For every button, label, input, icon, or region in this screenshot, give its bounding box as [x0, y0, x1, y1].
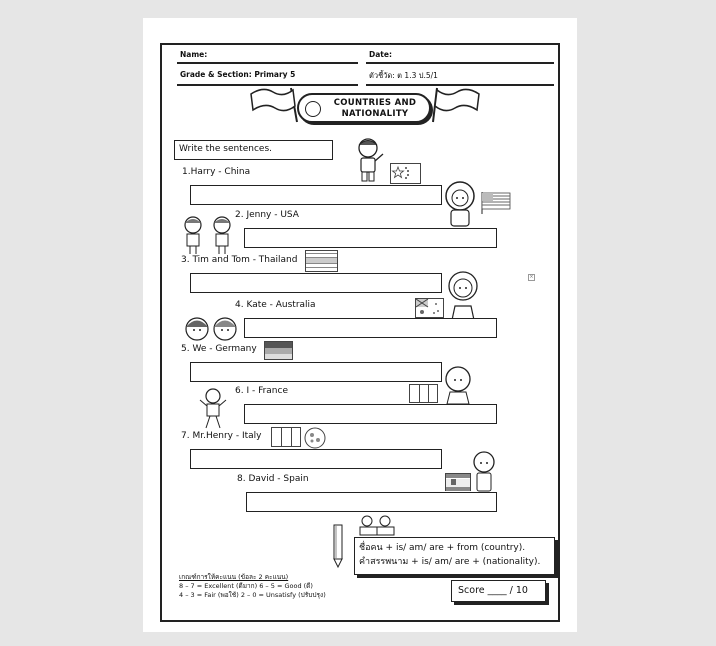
- criteria-line-2: 4 – 3 = Fair (พอใช้) 2 – 0 = Unsatisfy (ปรับปรุง): [179, 591, 326, 599]
- title-line-2: NATIONALITY: [341, 109, 409, 119]
- score-box: Score ____ / 10: [451, 580, 546, 602]
- grade-section-label: Grade & Section: Primary 5: [180, 70, 296, 79]
- kids-reading-icon: [357, 514, 397, 538]
- answer-box-8[interactable]: [246, 492, 497, 512]
- name-line: [177, 62, 358, 64]
- two-kids-faces-icon: [183, 314, 241, 344]
- pattern-line-2: คำสรรพนาม + is/ am/ are + (nationality).: [359, 557, 541, 567]
- answer-box-7[interactable]: [190, 449, 442, 469]
- germany-flag-icon: [264, 341, 293, 360]
- answer-box-6[interactable]: [244, 404, 497, 424]
- question-2-label: 2. Jenny - USA: [235, 210, 299, 220]
- left-flag-icon: [247, 84, 299, 124]
- france-flag-icon: [409, 384, 438, 403]
- instruction-box: Write the sentences.: [174, 140, 333, 160]
- boy-standing-icon: [468, 450, 500, 494]
- date-line: [366, 62, 554, 64]
- question-7-label: 7. Mr.Henry - Italy: [181, 431, 262, 441]
- worksheet-page: [143, 18, 577, 632]
- girl-smiling-icon: [438, 364, 478, 406]
- page-title: [325, 98, 425, 120]
- indicator-label: ตัวชี้วัด: ต 1.3 ป.5/1: [369, 71, 438, 80]
- title-circle-icon: [305, 101, 321, 117]
- pattern-line-1: ชื่อคน + is/ am/ are + from (country).: [359, 543, 526, 553]
- thailand-flag-icon: [305, 250, 338, 272]
- question-1-label: 1.Harry - China: [182, 167, 251, 177]
- pencil-icon: [331, 523, 345, 569]
- girl-curly-hair-icon: [443, 270, 483, 322]
- question-6-label: 6. I - France: [235, 386, 288, 396]
- question-4-label: 4. Kate - Australia: [235, 300, 316, 310]
- question-3-label: 3. Tim and Tom - Thailand: [181, 255, 298, 265]
- two-boys-icon: [178, 214, 240, 256]
- china-flag-icon: [390, 163, 421, 184]
- title-line-1: COUNTRIES AND: [333, 98, 417, 108]
- answer-box-3[interactable]: [190, 273, 442, 293]
- answer-box-1[interactable]: [190, 185, 442, 205]
- australia-flag-icon: [415, 298, 444, 318]
- answer-box-2[interactable]: [244, 228, 497, 248]
- boy-waving-icon: [352, 136, 386, 184]
- answer-box-4[interactable]: [244, 318, 497, 338]
- girl-astronaut-icon: [442, 180, 480, 228]
- date-label: Date:: [369, 50, 392, 59]
- usa-flag-icon: [480, 191, 512, 215]
- question-5-label: 5. We - Germany: [181, 344, 257, 354]
- question-8-label: 8. David - Spain: [237, 474, 309, 484]
- answer-box-5[interactable]: [190, 362, 442, 382]
- pizza-icon: [303, 426, 327, 450]
- italy-flag-icon: [271, 427, 301, 447]
- sentence-pattern-box: [354, 537, 555, 575]
- name-label: Name:: [180, 50, 208, 59]
- criteria-title: เกณฑ์การให้คะแนน (ข้อละ 2 คะแนน): [179, 573, 289, 581]
- criteria-line-1: 8 – 7 = Excellent (ดีมาก) 6 – 5 = Good (ดี): [179, 582, 313, 590]
- girl-jumping-icon: [199, 388, 227, 430]
- title-banner: [297, 93, 431, 123]
- small-marker-icon: ×: [529, 274, 534, 280]
- right-flag-icon: [431, 84, 483, 124]
- scoring-criteria: [179, 573, 326, 600]
